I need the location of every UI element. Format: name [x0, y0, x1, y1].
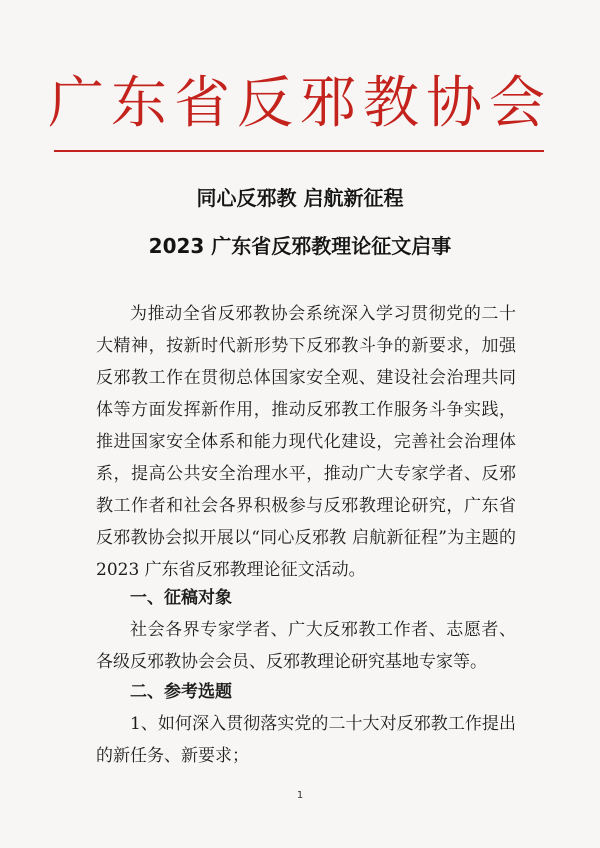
document-title-sub: 2023 广东省反邪教理论征文启事 — [148, 234, 452, 258]
section-body-reference-topics: 1、如何深入贯彻落实党的二十大对反邪教工作提出的新任务、新要求； — [96, 714, 516, 766]
section-body-submission-target: 社会各界专家学者、广大反邪教工作者、志愿者、各级反邪教协会会员、反邪教理论研究基地专家等。 — [96, 620, 516, 672]
organization-letterhead: 广东省反邪教协会 — [48, 71, 552, 136]
letterhead-divider — [54, 150, 544, 152]
section-heading-submission-target: 一、征稿对象 — [130, 588, 232, 608]
page-number: 1 — [296, 790, 304, 801]
document-title-main: 同心反邪教 启航新征程 — [196, 186, 404, 210]
intro-paragraph: 为推动全省反邪教协会系统深入学习贯彻党的二十大精神，按新时代新形势下反邪教斗争的新要求，加强反邪教工作在贯彻总体国家安全观、建设社会治理共同体等方面发挥新作用，推动反邪教工作服务斗争实践，推进国家安全体系和能力现代化建设，完善社会治理体系，提高公共安全治理水平，推动广大专家学者、反邪教工作者和社会各界积极参与反邪教理论研究，广东省反邪教协会拟开展以“同心反邪教 启航新征程”为主题的 2023 广东省反邪教理论征文活动。 — [96, 304, 516, 580]
section-heading-reference-topics: 二、参考选题 — [130, 682, 232, 702]
